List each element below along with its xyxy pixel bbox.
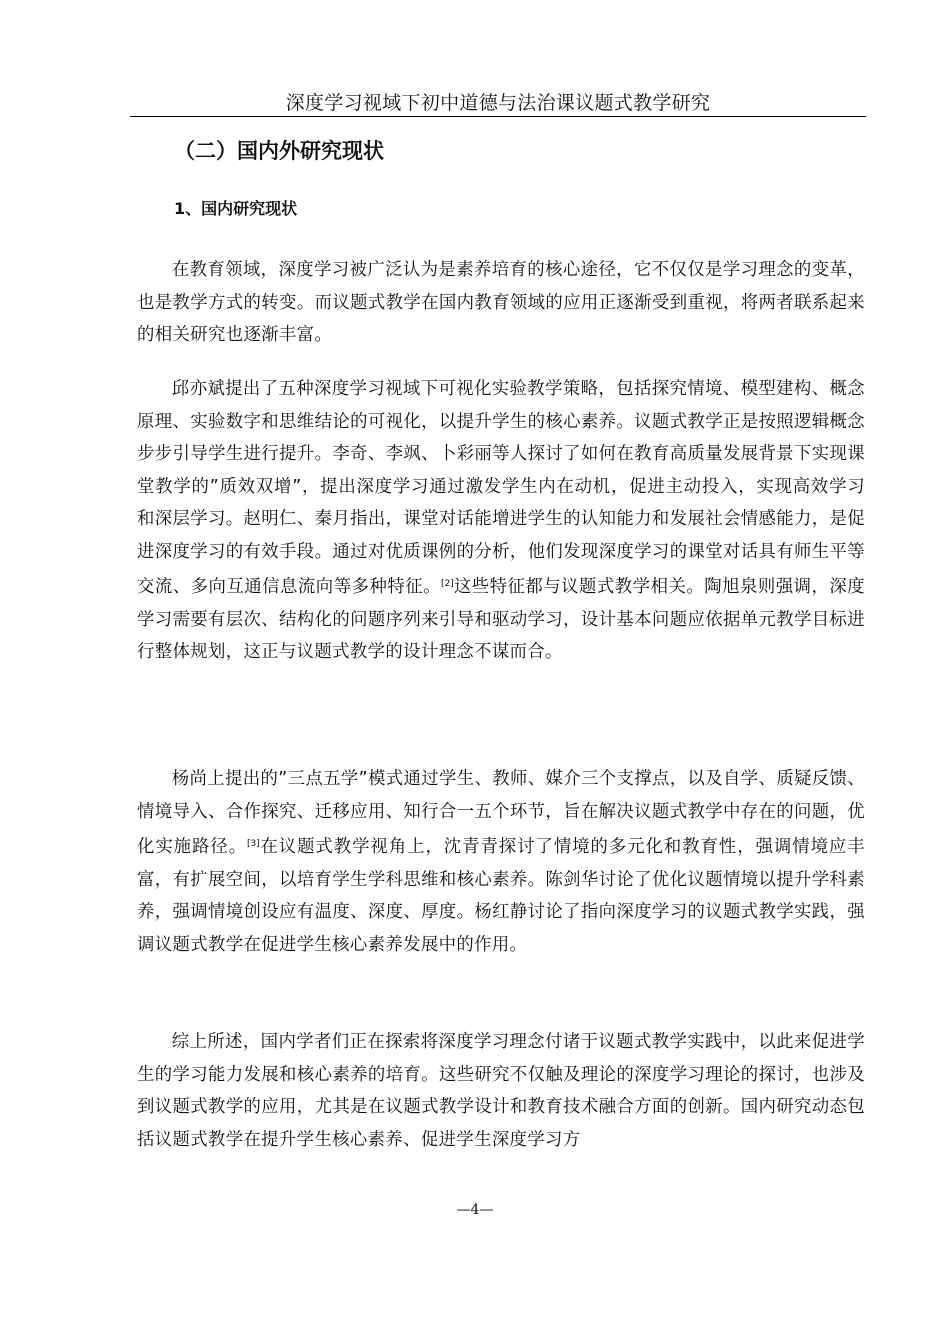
paragraph-text: 在议题式教学视角上，沈青青探讨了情境的多元化和教育性，强调情境应丰富，有扩展空间，以培育学生学科思维和核心素养。陈剑华讨论了优化议题情境以提升学科素养，强调情境创设应有温度、深度、厚度。杨红静讨论了指向深度学习的议题式教学实践，强调议题式教学在促进学生核心素养发展中的作用。: [137, 837, 865, 955]
citation-marker: [3]: [247, 839, 260, 849]
paragraph-issue-teaching-studies: [137, 763, 865, 961]
paragraph-text: 杨尚上提出的”三点五学”模式通过学生、教师、媒介三个支撑点，以及自学、质疑反馈、情境导入、合作探究、迁移应用、知行合一五个环节，旨在解决议题式教学中存在的问题，优化实施路径。: [137, 769, 865, 857]
citation-marker: [2]: [440, 579, 454, 589]
paragraph-deep-learning-studies: [137, 373, 865, 669]
paragraph-intro: 在教育领域，深度学习被广泛认为是素养培育的核心途径，它不仅仅是学习理念的变革，也是教学方式的转变。而议题式教学在国内教育领域的应用正逐渐受到重视，将两者联系起来的相关研究也逐渐丰富。: [137, 260, 865, 345]
page-number: —4—: [456, 1202, 494, 1218]
subsection-heading: 1、国内研究现状: [174, 199, 298, 218]
running-header: 深度学习视域下初中道德与法治课议题式教学研究: [285, 92, 711, 114]
paragraph-text: 邱亦斌提出了五种深度学习视域下可视化实验教学策略，包括探究情境、模型建构、概念原理、实验数字和思维结论的可视化，以提升学生的核心素养。议题式教学正是按照逻辑概念步步引导学生进行提升。李奇、李飒、卜彩丽等人探讨了如何在教育高质量发展背景下实现课堂教学的”质效双增”，提出深度学习通过激发学生内在动机，促进主动投入，实现高效学习和深层学习。赵明仁、秦月指出，课堂对话能增进学生的认知能力和发展社会情感能力，是促进深度学习的有效手段。通过对优质课例的分析，他们发现深度学习的课堂对话具有师生平等交流、多向互通信息流向等多种特征。: [137, 379, 865, 597]
section-heading: （二）国内外研究现状: [174, 139, 384, 163]
header-rule: [130, 116, 866, 117]
paragraph-text: 这些特征都与议题式教学相关。陶旭泉则强调，深度学习需要有层次、结构化的问题序列来引导和驱动学习，设计基本问题应依据单元教学目标进行整体规划，这正与议题式教学的设计理念不谋而合。: [137, 577, 865, 662]
paragraph-summary: 综上所述，国内学者们正在探索将深度学习理念付诸于议题式教学实践中，以此来促进学生的学习能力发展和核心素养的培育。这些研究不仅触及理论的深度学习理论的探讨，也涉及到议题式教学的应用，尤其是在议题式教学设计和教育技术融合方面的创新。国内研究动态包括议题式教学在提升学生核心素养、促进学生深度学习方: [137, 1032, 865, 1150]
